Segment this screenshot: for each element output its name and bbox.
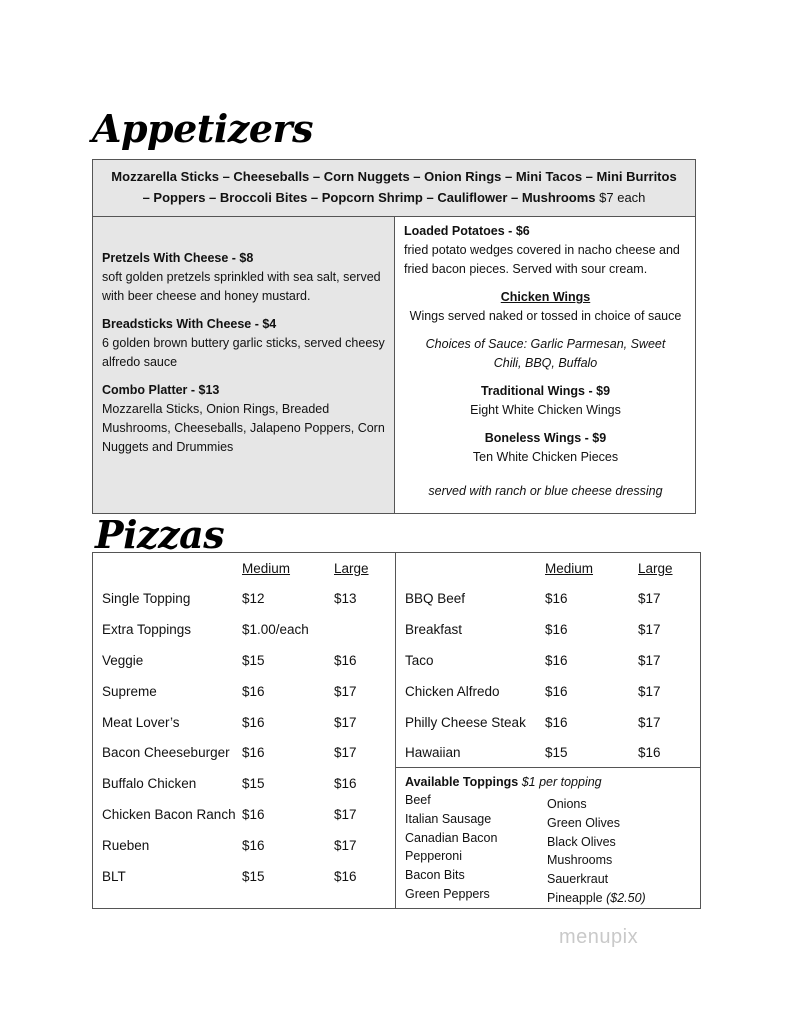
pizza-name: Supreme [102,684,157,699]
pizza-large-price: $17 [334,684,357,699]
appetizer-desc: 6 golden brown buttery garlic sticks, served cheesy alfredo sauce [102,336,385,369]
pizza-medium-price: $16 [545,591,568,606]
pizza-row [93,743,395,763]
toppings-column-1 [405,791,497,904]
appetizer-list-line-2-text: – Poppers – Broccoli Bites – Popcorn Shrimp – Cauliflower – Mushrooms [142,190,596,205]
pizza-row [93,867,395,887]
pizza-row [396,620,700,640]
appetizers-combo-box [92,159,696,217]
pineapple-price: ($2.50) [606,890,646,905]
boneless-wings-title: Boneless Wings - $9 [484,431,607,445]
watermark: menupix [559,926,639,948]
loaded-potatoes-title: Loaded Potatoes - $6 [404,224,530,238]
topping-item: Bacon Bits [405,868,465,883]
pizza-name: Extra Toppings [102,622,192,637]
pizza-medium-price: $16 [242,745,265,760]
toppings-header [405,773,691,791]
pineapple-label: Pineapple [547,890,603,905]
appetizer-title: Breadsticks With Cheese - $4 [102,317,277,331]
pizza-row [93,651,395,671]
pizza-name: Taco [405,653,434,668]
appetizer-title: Combo Platter - $13 [102,383,220,397]
pizza-row [396,589,700,609]
appetizer-desc: soft golden pretzels sprinkled with sea salt, served with beer cheese and honey mustard. [102,270,381,303]
pizza-name: Rueben [102,838,150,853]
appetizer-desc: Mozzarella Sticks, Onion Rings, Breaded Mushrooms, Cheeseballs, Jalapeno Poppers, Corn Nuggets and Drummies [102,402,385,454]
topping-item: Italian Sausage [405,811,492,826]
chicken-wings-desc: Wings served naked or tossed in choice of sauce [409,309,682,323]
pizza-row [93,774,395,794]
sauce-choices: Choices of Sauce: Garlic Parmesan, Sweet Chili, BBQ, Buffalo [425,337,666,370]
pizzas-heading: Pizzas [95,512,225,557]
pizza-name: Single Topping [102,591,191,606]
pizza-name: Breakfast [405,622,463,637]
pizza-large-price: $17 [334,715,357,730]
pizza-medium-price: $12 [242,591,265,606]
large-header: Large [334,561,369,576]
pizza-right-box [395,552,701,768]
pizza-large-price: $16 [334,653,357,668]
toppings-box [395,767,701,909]
pizza-row [93,713,395,733]
traditional-wings-title: Traditional Wings - $9 [480,384,611,398]
boneless-wings-desc: Ten White Chicken Pieces [472,450,619,464]
pizza-large-price: $16 [334,776,357,791]
topping-item: Pepperoni [405,849,462,864]
medium-header: Medium [242,561,291,576]
pizza-large-price: $17 [334,745,357,760]
appetizers-right-box [394,216,696,514]
appetizers-left-box [92,216,395,514]
toppings-note: $1 per topping [521,775,602,789]
topping-item [547,889,646,908]
pizza-medium-price: $16 [545,653,568,668]
pizza-medium-price: $16 [545,684,568,699]
pizza-large-price: $17 [638,622,661,637]
pizza-medium-price: $15 [242,869,265,884]
topping-item: Mushrooms [547,853,613,868]
pizza-medium-price: $16 [242,684,265,699]
pizza-name: BLT [102,869,126,884]
appetizer-title: Pretzels With Cheese - $8 [102,251,254,265]
pizza-name: Buffalo Chicken [102,776,197,791]
pizza-large-price: $13 [334,591,357,606]
toppings-title: Available Toppings [405,775,519,789]
topping-item: Green Peppers [405,886,490,901]
pizza-row [93,836,395,856]
traditional-wings-desc: Eight White Chicken Wings [470,403,621,417]
appetizer-item [102,381,386,457]
pizza-name: Meat Lover’s [102,715,180,730]
large-header: Large [638,561,673,576]
pizza-left-box [92,552,396,909]
pizza-name: Chicken Alfredo [405,684,500,699]
appetizer-list-line-2 [103,187,685,208]
pizza-name: Philly Cheese Steak [405,715,526,730]
pizza-medium-price: $16 [242,838,265,853]
pizza-large-price: $17 [334,807,357,822]
pizza-row [396,651,700,671]
pizza-large-price: $17 [334,838,357,853]
pizza-header-row [93,559,395,579]
medium-header: Medium [545,561,594,576]
appetizer-list-line-1: Mozzarella Sticks – Cheeseballs – Corn Nuggets – Onion Rings – Mini Tacos – Mini Burritos [111,169,677,184]
toppings-column-2 [547,795,646,908]
served-with-note: served with ranch or blue cheese dressing [428,484,663,498]
pizza-large-price: $17 [638,715,661,730]
pizza-row [396,713,700,733]
pizza-row [396,682,700,702]
pizza-name: Bacon Cheeseburger [102,745,230,760]
pizza-medium-price: $15 [545,745,568,760]
pizza-header-row [396,559,700,579]
topping-item: Beef [405,793,431,807]
loaded-potatoes-desc: fried potato wedges covered in nacho cheese and fried bacon pieces. Served with sour cream. [404,243,680,276]
pizza-large-price: $16 [334,869,357,884]
pizza-name: Veggie [102,653,144,668]
pizza-name: Chicken Bacon Ranch [102,807,236,822]
pizza-medium-price: $16 [545,622,568,637]
pizza-medium-price: $16 [545,715,568,730]
appetizer-item [102,315,386,372]
topping-item: Onions [547,797,587,811]
pizza-name: BBQ Beef [405,591,466,606]
pizza-medium-price: $16 [242,715,265,730]
appetizers-heading: Appetizers [92,106,313,151]
pizza-large-price: $17 [638,653,661,668]
pizza-large-price: $17 [638,684,661,699]
pizza-large-price: $16 [638,745,661,760]
pizza-row [396,743,700,763]
appetizer-list-price: $7 each [599,190,646,205]
pizza-row [93,805,395,825]
topping-item: Black Olives [547,834,616,849]
pizza-row [93,620,395,640]
pizza-name: Hawaiian [405,745,461,760]
pizza-medium-price: $16 [242,807,265,822]
appetizer-item [102,249,386,306]
pizza-row [93,682,395,702]
topping-item: Sauerkraut [547,872,609,887]
pizza-medium-price: $15 [242,653,265,668]
pizza-medium-price: $15 [242,776,265,791]
pizza-row [93,589,395,609]
topping-item: Canadian Bacon [405,830,498,845]
topping-item: Green Olives [547,815,620,830]
chicken-wings-title: Chicken Wings [500,290,591,304]
pizza-large-price: $17 [638,591,661,606]
pizza-medium-price: $1.00/each [242,622,309,637]
